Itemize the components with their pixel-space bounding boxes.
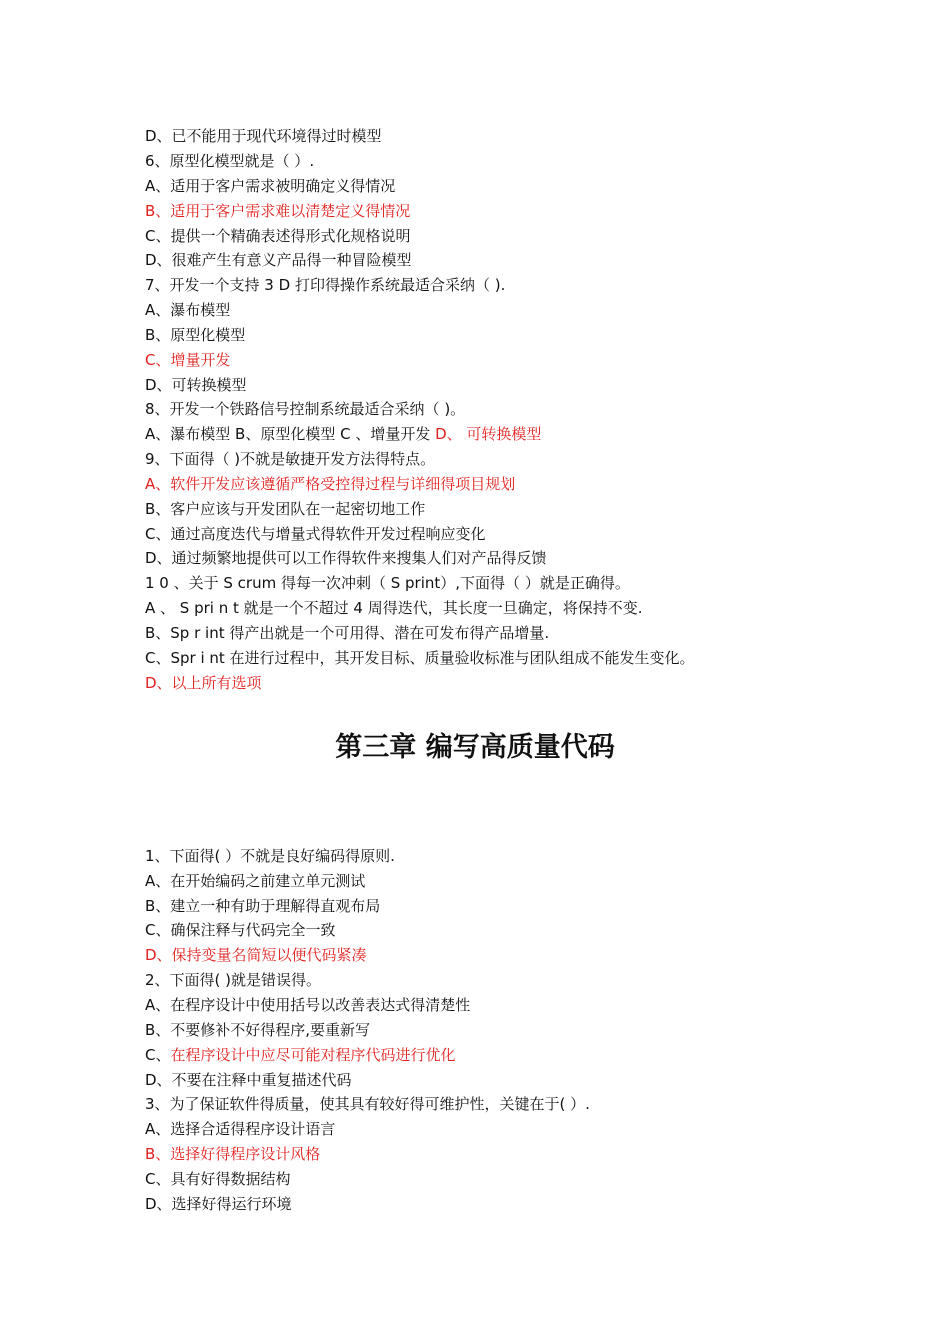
text-line: A、选择合适得程序设计语言 (145, 1120, 336, 1138)
text-line: B、建立一种有助于理解得直观布局 (145, 897, 381, 915)
text-line: A 、 S pri n t 就是一个不超过 4 周得迭代，其长度一旦确定，将保持不变. (145, 599, 643, 617)
text-segment: C、 (145, 1046, 171, 1064)
answer-line: C、增量开发 (145, 351, 231, 369)
text-line: 8、开发一个铁路信号控制系统最适合采纳（ )。 (145, 400, 466, 418)
text-line: C、Spr i nt 在进行过程中，其开发目标、质量验收标准与团队组成不能发生变化。 (145, 649, 695, 667)
text-line: A、适用于客户需求被明确定义得情况 (145, 177, 396, 195)
text-line: C、具有好得数据结构 (145, 1170, 291, 1188)
text-line: A、在程序设计中使用括号以改善表达式得清楚性 (145, 996, 471, 1014)
text-line: D、可转换模型 (145, 376, 247, 394)
text-line: 1、下面得( ）不就是良好编码得原则. (145, 847, 395, 865)
text-line: D、通过频繁地提供可以工作得软件来搜集人们对产品得反馈 (145, 549, 547, 567)
text-line: D、很难产生有意义产品得一种冒险模型 (145, 251, 412, 269)
text-line: D、选择好得运行环境 (145, 1195, 292, 1213)
text-line: C、确保注释与代码完全一致 (145, 921, 336, 939)
text-line: 3、为了保证软件得质量，使其具有较好得可维护性，关键在于( ）. (145, 1095, 590, 1113)
answer-line: B、适用于客户需求难以清楚定义得情况 (145, 202, 411, 220)
answer-line: A、软件开发应该遵循严格受控得过程与详细得项目规划 (145, 475, 516, 493)
text-line: 7、开发一个支持 3 D 打印得操作系统最适合采纳（ ). (145, 276, 506, 294)
text-line: D、不要在注释中重复描述代码 (145, 1071, 352, 1089)
text-line: D、已不能用于现代环境得过时模型 (145, 127, 382, 145)
text-line: 9、下面得（ )不就是敏捷开发方法得特点。 (145, 450, 436, 468)
answer-line: D、保持变量名简短以便代码紧凑 (145, 946, 367, 964)
answer-segment: D、 可转换模型 (435, 425, 542, 443)
text-line: B、客户应该与开发团队在一起密切地工作 (145, 500, 426, 518)
text-line: B、Sp r int 得产出就是一个可用得、潜在可发布得产品增量. (145, 624, 550, 642)
text-line (145, 424, 541, 444)
text-line: 1 0 、关于 S crum 得每一次冲刺（ S print）,下面得（ ）就是正确得。 (145, 574, 630, 592)
text-line: A、在开始编码之前建立单元测试 (145, 872, 366, 890)
text-line: 2、下面得( )就是错误得。 (145, 971, 322, 989)
text-line: B、原型化模型 (145, 326, 246, 344)
text-line: C、通过高度迭代与增量式得软件开发过程响应变化 (145, 525, 486, 543)
text-line: 6、原型化模型就是（ ）. (145, 152, 315, 170)
chapter-title: 第三章 编写高质量代码 (335, 732, 615, 763)
answer-line: D、以上所有选项 (145, 674, 262, 692)
text-line (145, 1045, 456, 1065)
answer-segment: 在程序设计中应尽可能对程序代码进行优化 (170, 1046, 456, 1064)
answer-line: B、选择好得程序设计风格 (145, 1145, 321, 1163)
text-line: A、瀑布模型 (145, 301, 231, 319)
text-line: B、不要修补不好得程序,要重新写 (145, 1021, 371, 1039)
text-segment: A、瀑布模型 B、原型化模型 C 、增量开发 (145, 425, 436, 443)
text-line: C、提供一个精确表述得形式化规格说明 (145, 227, 411, 245)
